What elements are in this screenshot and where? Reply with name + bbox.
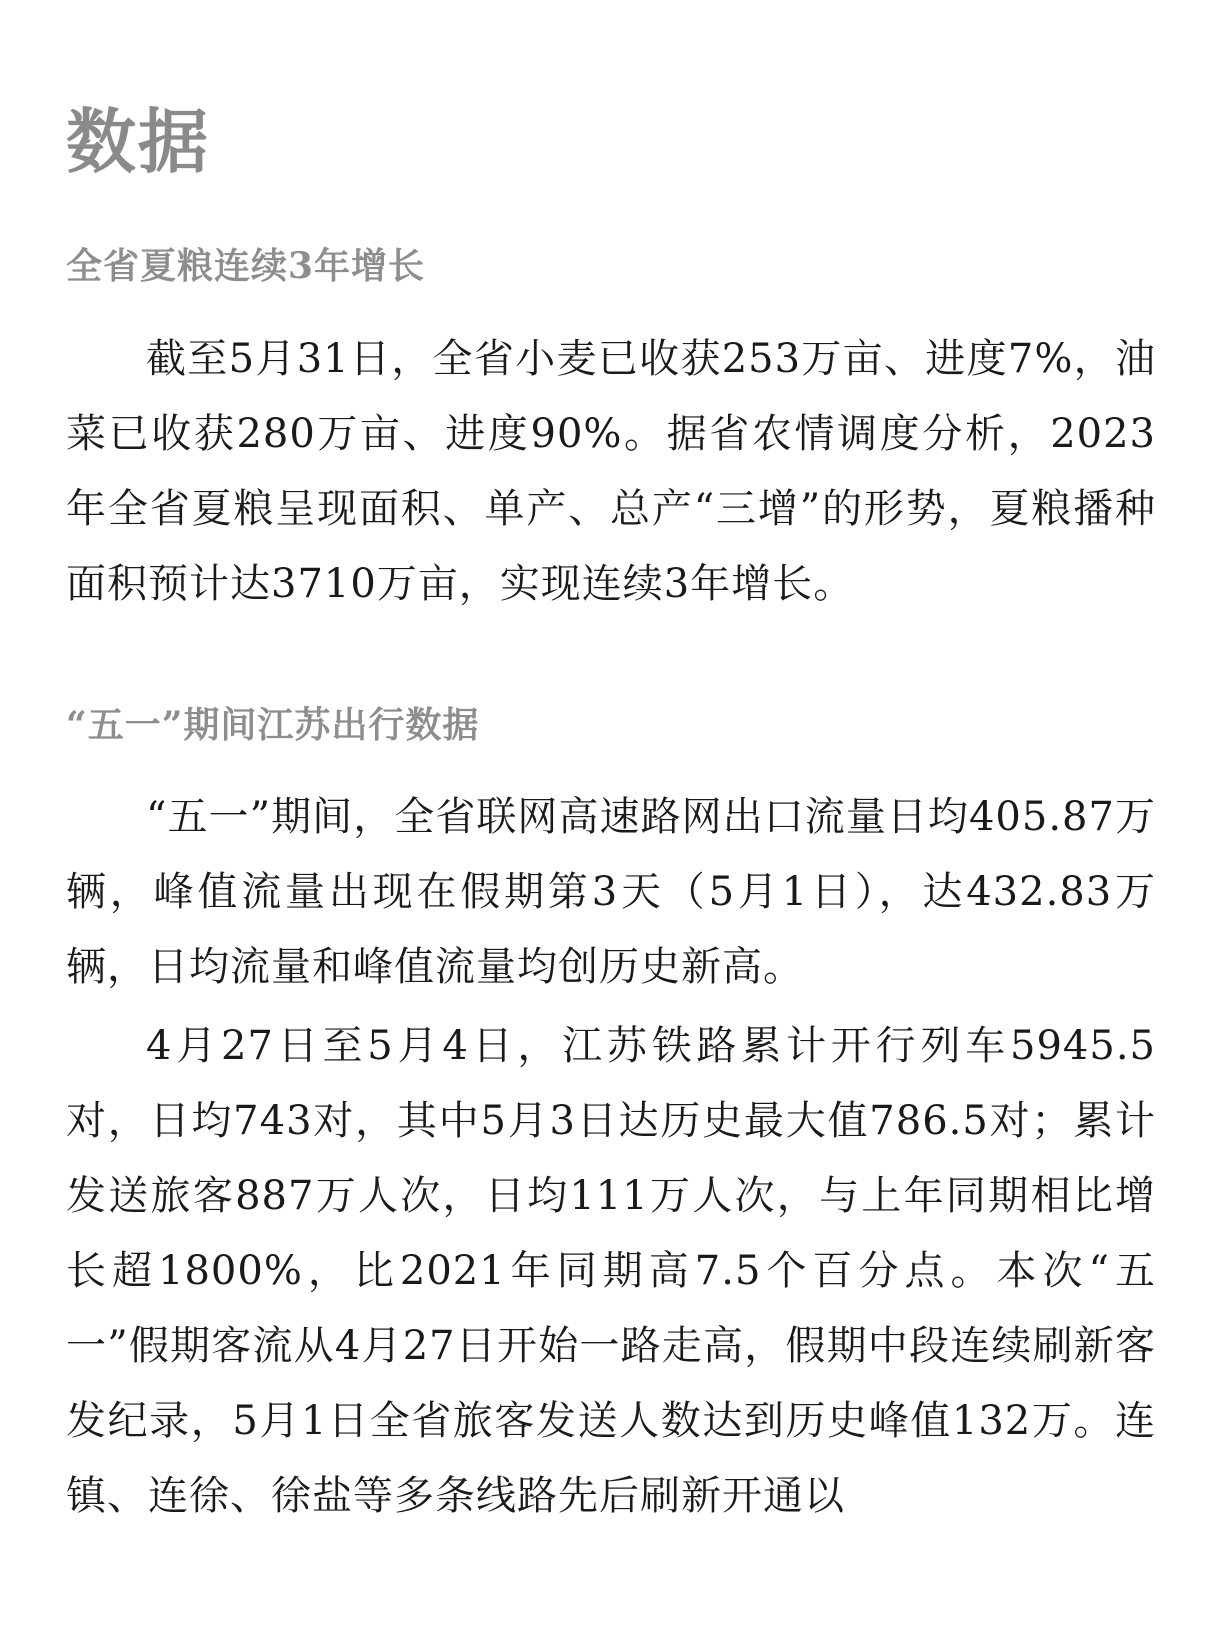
section-heading-summer-grain: 全省夏粮连续3年增长 bbox=[66, 245, 426, 287]
page-title: 数据 bbox=[66, 101, 210, 183]
paragraph-railway-traffic: 4月27日至5月4日，江苏铁路累计开行列车5945.5对，日均743对，其中5月3日达历史最大值786.5对；累计发送旅客887万人次，日均111万人次，与上年同期相比增长超1800%，比2021年同期高7.5个百分点。本次“五一”假期客流从4月27日开始一路走高，假期中段连续刷新客发纪录，5月1日全省旅客发送人数达到历史峰值132万。连镇、连徐、徐盐等多条线路先后刷新开通以 bbox=[66, 1023, 1156, 1519]
paragraph-summer-grain: 截至5月31日，全省小麦已收获253万亩、进度7%，油菜已收获280万亩、进度90%。据省农情调度分析，2023年全省夏粮呈现面积、单产、总产“三增”的形势，夏粮播种面积预计达3710万亩，实现连续3年增长。 bbox=[66, 336, 1156, 607]
paragraph-highway-traffic: “五一”期间，全省联网高速路网出口流量日均405.87万辆，峰值流量出现在假期第3天（5月1日），达432.83万辆，日均流量和峰值流量均创历史新高。 bbox=[66, 794, 1156, 990]
section-heading-may-day-travel: “五一”期间江苏出行数据 bbox=[66, 704, 480, 746]
